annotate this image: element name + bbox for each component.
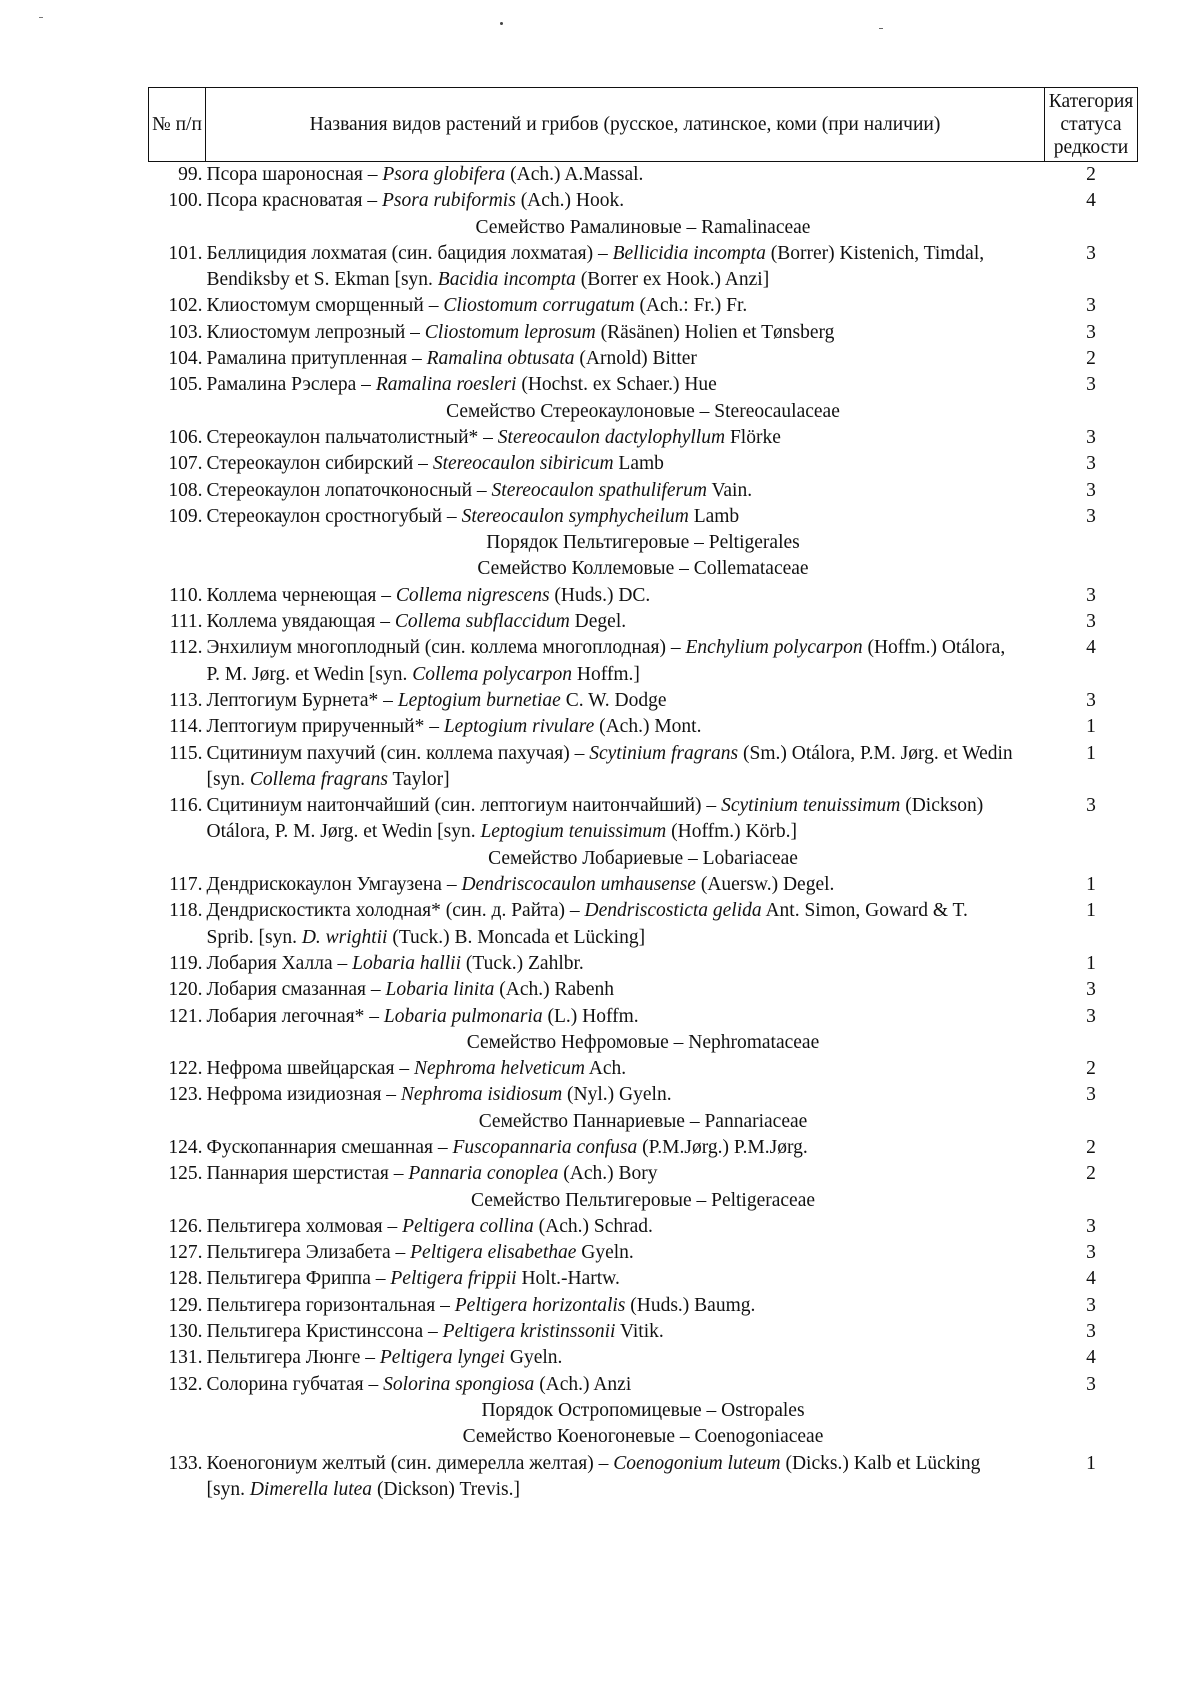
row-number: 119.	[169, 952, 203, 974]
latin-name: Peltigera elisabethae	[410, 1242, 577, 1264]
rarity-category: 3	[1086, 453, 1096, 475]
name-text: Псора красноватая –	[206, 190, 382, 212]
rarity-category: 2	[1086, 1163, 1096, 1185]
latin-name: Collema polycarpon	[412, 663, 573, 685]
rarity-category: 3	[1086, 426, 1096, 448]
table-row	[149, 451, 1138, 477]
rarity-category: 4	[1086, 190, 1096, 212]
section-heading: Семейство Стереокаулоновые – Stereocaulaceae	[446, 400, 840, 422]
latin-name: Peltigera lyngei	[379, 1347, 505, 1369]
table-row	[149, 478, 1138, 504]
latin-name: Stereocaulon spathuliferum	[491, 479, 707, 501]
rarity-category: 3	[1086, 1294, 1096, 1316]
latin-name: Stereocaulon sibiricum	[432, 453, 614, 475]
table-row	[149, 1082, 1138, 1108]
latin-name: Lobaria linita	[385, 979, 495, 1001]
row-number: 109.	[168, 505, 203, 527]
table-row	[149, 320, 1138, 346]
row-number: 128.	[168, 1268, 203, 1290]
rarity-category: 3	[1086, 479, 1096, 501]
table-row	[149, 162, 1138, 189]
name-text: Солорина губчатая –	[206, 1373, 384, 1395]
species-name	[206, 635, 1045, 688]
table-row	[149, 241, 1138, 294]
name-text: (Huds.) DC.	[549, 584, 651, 606]
rarity-category: 3	[1086, 795, 1096, 817]
row-number: 106.	[168, 426, 203, 448]
row-number: 125.	[168, 1163, 203, 1185]
row-number: 103.	[168, 321, 203, 343]
latin-name: Enchylium polycarpon	[685, 637, 863, 659]
table-row	[149, 714, 1138, 740]
name-text: (Ach.) Bory	[558, 1163, 658, 1185]
section-heading: Семейство Нефромовые – Nephromataceae	[466, 1031, 820, 1053]
name-text: Фускопаннария смешанная –	[206, 1136, 453, 1158]
species-name	[206, 793, 1045, 846]
name-text: Стереокаулон сибирский –	[206, 453, 433, 475]
table-row	[149, 688, 1138, 714]
latin-name: Cliostomum leprosum	[424, 321, 596, 343]
name-text: Vain.	[706, 479, 753, 501]
name-text: (Ach.) A.Massal.	[505, 164, 644, 185]
species-name	[206, 425, 1045, 451]
row-number: 121.	[168, 1005, 203, 1027]
name-text: Ach.	[584, 1058, 627, 1080]
name-text: (Dickson) Trevis.]	[372, 1478, 520, 1500]
name-text: Коллема увядающая –	[206, 611, 395, 633]
latin-name: Dendriscosticta gelida	[584, 900, 762, 922]
table-row	[149, 1451, 1138, 1504]
name-text: Коллема чернеющая –	[206, 584, 396, 606]
species-name	[206, 898, 1045, 951]
species-name	[206, 188, 1045, 214]
table-row	[149, 1240, 1138, 1266]
row-number: 133.	[168, 1452, 203, 1474]
table-row	[149, 741, 1138, 794]
species-name	[206, 1004, 1045, 1030]
rarity-category: 3	[1086, 295, 1096, 317]
header-category: Категория статуса редкости	[1045, 88, 1138, 162]
latin-name: Bacidia incompta	[437, 269, 576, 291]
table-row	[149, 609, 1138, 635]
section-heading: Семейство Пельтигеровые – Peltigeraceae	[470, 1189, 816, 1211]
scan-speck	[39, 17, 43, 18]
name-text: Ant. Simon, Goward & T. Sprib. [syn.	[206, 900, 968, 948]
name-text: (L.) Hoffm.	[542, 1005, 639, 1027]
name-text: Degel.	[569, 611, 627, 633]
table-row	[149, 1004, 1138, 1030]
section-heading-row	[149, 1188, 1138, 1214]
name-text: (Huds.) Baumg.	[625, 1294, 756, 1316]
name-text: (Ach.) Mont.	[594, 716, 702, 738]
latin-name: Bellicidia incompta	[612, 242, 766, 264]
row-number: 114.	[169, 716, 203, 738]
row-number: 117.	[169, 874, 203, 896]
latin-name: Collema subflaccidum	[394, 611, 570, 633]
name-text: (Sm.) Otálora, P.M. Jørg. et Wedin [syn.	[206, 742, 1013, 790]
name-text: (Ach.) Rabenh	[494, 979, 615, 1001]
row-number: 126.	[168, 1215, 203, 1237]
latin-name: Ramalina obtusata	[426, 348, 575, 370]
latin-name: Solorina spongiosa	[383, 1373, 535, 1395]
name-text: (Ach.) Anzi	[534, 1373, 632, 1395]
name-text: Holt.-Hartw.	[516, 1268, 620, 1290]
rarity-category: 1	[1086, 900, 1096, 922]
latin-name: Ramalina roesleri	[375, 374, 517, 396]
name-text: (Nyl.) Gyeln.	[562, 1084, 672, 1106]
section-heading: Семейство Лобариевые – Lobariaceae	[488, 847, 798, 869]
table-row	[149, 793, 1138, 846]
scan-speck	[500, 22, 503, 25]
name-text: Энхилиум многоплодный (син. коллема многоплодная) –	[206, 637, 686, 659]
row-number: 132.	[168, 1373, 203, 1395]
name-text: Стереокаулон лопаточконосный –	[206, 479, 492, 501]
name-text: Клиостомум сморщенный –	[206, 295, 444, 317]
species-name	[206, 1214, 1045, 1240]
header-row	[149, 88, 1138, 162]
latin-name: Coenogonium luteum	[613, 1452, 781, 1474]
name-text: (Auersw.) Degel.	[695, 874, 835, 896]
row-number: 118.	[169, 900, 203, 922]
table-row	[149, 1293, 1138, 1319]
rarity-category: 3	[1086, 505, 1096, 527]
name-text: Паннария шерстистая –	[206, 1163, 409, 1185]
species-name	[206, 977, 1045, 1003]
row-number: 122.	[168, 1058, 203, 1080]
name-text: Беллицидия лохматая (син. бацидия лохматая) –	[206, 242, 613, 264]
table-row	[149, 188, 1138, 214]
table-row	[149, 1266, 1138, 1292]
name-text: Рамалина Рэслера –	[206, 374, 376, 396]
row-number: 99.	[178, 164, 203, 185]
rarity-category: 3	[1086, 1005, 1096, 1027]
rarity-category: 4	[1086, 637, 1096, 659]
name-text: C. W. Dodge	[560, 689, 667, 711]
rarity-category: 3	[1086, 1321, 1096, 1343]
section-heading-row	[149, 846, 1138, 872]
table-row	[149, 951, 1138, 977]
name-text: Пельтигера горизонтальная –	[206, 1294, 455, 1316]
name-text: Дендрискокаулон Умгаузена –	[206, 874, 462, 896]
name-text: Vitik.	[615, 1321, 664, 1343]
name-text: Gyeln.	[504, 1347, 563, 1369]
species-name	[206, 504, 1045, 530]
rarity-category: 3	[1086, 242, 1096, 264]
row-number: 112.	[169, 637, 203, 659]
species-name	[206, 741, 1045, 794]
name-text: Коеногониум желтый (син. димерелла желтая) –	[206, 1452, 614, 1474]
name-text: Лобария легочная* –	[206, 1005, 384, 1027]
name-text: Gyeln.	[576, 1242, 634, 1264]
latin-name: D. wrightii	[301, 926, 388, 948]
row-number: 127.	[168, 1242, 203, 1264]
rarity-category: 2	[1086, 348, 1096, 370]
species-name	[206, 372, 1045, 398]
latin-name: Peltigera collina	[402, 1215, 534, 1237]
rarity-category: 3	[1086, 1084, 1096, 1106]
name-text: (Hochst. ex Schaer.) Hue	[516, 374, 717, 396]
latin-name: Collema fragrans	[249, 768, 388, 790]
table-row	[149, 1135, 1138, 1161]
row-number: 120.	[168, 979, 203, 1001]
row-number: 101.	[168, 242, 203, 264]
latin-name: Lobaria pulmonaria	[383, 1005, 543, 1027]
row-number: 104.	[168, 348, 203, 370]
table-row	[149, 372, 1138, 398]
latin-name: Stereocaulon dactylophyllum	[497, 426, 726, 448]
row-number: 100.	[168, 190, 203, 212]
latin-name: Cliostomum corrugatum	[443, 295, 635, 317]
latin-name: Dimerella lutea	[249, 1478, 373, 1500]
name-text: Пельтигера Элизабета –	[206, 1242, 411, 1264]
section-heading-row	[149, 1424, 1138, 1450]
rarity-category: 2	[1086, 164, 1096, 185]
name-text: Нефрома швейцарская –	[206, 1058, 414, 1080]
table-row	[149, 504, 1138, 530]
section-heading: Семейство Коллемовые – Collemataceae	[477, 558, 809, 580]
name-text: (Dicks.) Kalb et Lücking [syn.	[206, 1452, 981, 1500]
table-row	[149, 583, 1138, 609]
table-body	[149, 162, 1138, 1504]
name-text: Нефрома изидиозная –	[206, 1084, 401, 1106]
name-text: Пельтигера холмовая –	[206, 1215, 403, 1237]
table-row	[149, 1319, 1138, 1345]
section-heading-row	[149, 556, 1138, 582]
rarity-category: 3	[1086, 584, 1096, 606]
table-row	[149, 635, 1138, 688]
species-name	[206, 478, 1045, 504]
species-name	[206, 583, 1045, 609]
name-text: (Hoffm.) Otálora, P. M. Jørg. et Wedin [syn.	[206, 637, 1006, 685]
name-text: Пельтигера Кристинссона –	[206, 1321, 443, 1343]
header-number: № п/п	[149, 88, 206, 162]
latin-name: Leptogium tenuissimum	[480, 821, 667, 843]
rarity-category: 3	[1086, 1242, 1096, 1264]
row-number: 107.	[168, 453, 203, 475]
row-number: 111.	[169, 611, 203, 633]
section-heading-row	[149, 1109, 1138, 1135]
latin-name: Peltigera frippii	[390, 1268, 517, 1290]
name-text: Псора шароносная –	[206, 164, 383, 185]
section-heading: Семейство Паннариевые – Pannariaceae	[478, 1110, 808, 1132]
latin-name: Scytinium tenuissimum	[721, 795, 901, 817]
species-name	[206, 1372, 1045, 1398]
table-row	[149, 1372, 1138, 1398]
species-name	[206, 1345, 1045, 1371]
table-row	[149, 1214, 1138, 1240]
name-text: (Ach.) Schrad.	[533, 1215, 653, 1237]
section-heading: Порядок Пельтигеровые – Peltigerales	[486, 532, 800, 554]
name-text: Hoffm.]	[572, 663, 640, 685]
name-text: Lamb	[688, 505, 740, 527]
name-text: (Räsänen) Holien et Tønsberg	[595, 321, 835, 343]
species-name	[206, 872, 1045, 898]
species-name	[206, 609, 1045, 635]
rarity-category: 3	[1086, 611, 1096, 633]
species-name	[206, 1293, 1045, 1319]
row-number: 110.	[169, 584, 203, 606]
section-heading-row	[149, 1398, 1138, 1424]
row-number: 130.	[168, 1321, 203, 1343]
table-row	[149, 293, 1138, 319]
name-text: (Ach.: Fr.) Fr.	[634, 295, 748, 317]
header-species-name: Названия видов растений и грибов (русское, латинское, коми (при наличии)	[206, 88, 1045, 162]
species-name	[206, 714, 1045, 740]
latin-name: Scytinium fragrans	[589, 742, 739, 764]
rarity-category: 3	[1086, 1215, 1096, 1237]
species-name	[206, 1451, 1045, 1504]
species-table	[148, 87, 1138, 1503]
name-text: Flörke	[725, 426, 781, 448]
section-heading-row	[149, 530, 1138, 556]
rarity-category: 3	[1086, 979, 1096, 1001]
species-name	[206, 1266, 1045, 1292]
latin-name: Psora globifera	[382, 164, 506, 185]
name-text: Стереокаулон сростногубый –	[206, 505, 462, 527]
latin-name: Psora rubiformis	[381, 190, 516, 212]
name-text: (Borrer) Kistenich, Timdal, Bendiksby et S. Ekman [syn.	[206, 242, 985, 291]
row-number: 116.	[169, 795, 203, 817]
species-name	[206, 1240, 1045, 1266]
name-text: Lamb	[613, 453, 664, 475]
section-heading-row	[149, 215, 1138, 241]
species-name	[206, 451, 1045, 477]
name-text: (Dickson) Otálora, P. M. Jørg. et Wedin [syn.	[206, 795, 984, 843]
section-heading: Семейство Рамалиновые – Ramalinaceae	[475, 216, 811, 238]
name-text: Taylor]	[387, 768, 450, 790]
row-number: 113.	[169, 689, 203, 711]
species-name	[206, 1161, 1045, 1187]
species-name	[206, 1082, 1045, 1108]
rarity-category: 3	[1086, 689, 1096, 711]
name-text: (Borrer ex Hook.) Anzi]	[575, 269, 770, 291]
name-text: Лобария Халла –	[206, 952, 353, 974]
row-number: 108.	[168, 479, 203, 501]
table-header	[149, 88, 1138, 162]
latin-name: Peltigera kristinssonii	[442, 1321, 616, 1343]
species-name	[206, 1135, 1045, 1161]
name-text: Лобария смазанная –	[206, 979, 386, 1001]
row-number: 102.	[168, 295, 203, 317]
species-name	[206, 346, 1045, 372]
rarity-category: 1	[1086, 1452, 1096, 1474]
name-text: Лептогиум Бурнета* –	[206, 689, 398, 711]
table-row	[149, 898, 1138, 951]
name-text: (Tuck.) B. Moncada et Lücking]	[387, 926, 646, 948]
latin-name: Dendriscocaulon umhausense	[461, 874, 696, 896]
name-text: Стереокаулон пальчатолистный* –	[206, 426, 498, 448]
row-number: 105.	[168, 374, 203, 396]
name-text: Рамалина притупленная –	[206, 348, 427, 370]
name-text: Дендрискостикта холодная* (син. д. Райта) –	[206, 900, 585, 922]
section-heading-row	[149, 1030, 1138, 1056]
rarity-category: 3	[1086, 1373, 1096, 1395]
latin-name: Collema nigrescens	[395, 584, 550, 606]
rarity-category: 1	[1086, 874, 1096, 896]
rarity-category: 2	[1086, 1058, 1096, 1080]
latin-name: Nephroma isidiosum	[400, 1084, 563, 1106]
latin-name: Fuscopannaria confusa	[452, 1136, 638, 1158]
table-row	[149, 1056, 1138, 1082]
latin-name: Stereocaulon symphycheilum	[461, 505, 689, 527]
row-number: 123.	[168, 1084, 203, 1106]
name-text: Сцитиниум пахучий (син. коллема пахучая) –	[206, 742, 590, 764]
name-text: Пельтигера Фриппа –	[206, 1268, 391, 1290]
row-number: 124.	[168, 1136, 203, 1158]
species-name	[206, 320, 1045, 346]
rarity-category: 4	[1086, 1268, 1096, 1290]
species-name	[206, 1319, 1045, 1345]
row-number: 129.	[168, 1294, 203, 1316]
latin-name: Leptogium rivulare	[443, 716, 595, 738]
name-text: Клиостомум лепрозный –	[206, 321, 425, 343]
row-number: 115.	[169, 742, 203, 764]
species-name	[206, 1056, 1045, 1082]
rarity-category: 1	[1086, 952, 1096, 974]
table-row	[149, 346, 1138, 372]
section-heading-row	[149, 399, 1138, 425]
table-row	[149, 872, 1138, 898]
section-heading: Порядок Остропомицевые – Ostropales	[481, 1399, 805, 1421]
species-name	[206, 951, 1045, 977]
rarity-category: 1	[1086, 716, 1096, 738]
rarity-category: 2	[1086, 1136, 1096, 1158]
species-name	[206, 688, 1045, 714]
name-text: (Ach.) Hook.	[515, 190, 625, 212]
rarity-category: 1	[1086, 742, 1096, 764]
species-name	[206, 241, 1045, 294]
name-text: (P.M.Jørg.) P.M.Jørg.	[637, 1136, 808, 1158]
scan-speck	[879, 28, 883, 29]
section-heading: Семейство Коеногоневые – Coenogoniaceae	[462, 1426, 824, 1448]
rarity-category: 3	[1086, 374, 1096, 396]
latin-name: Peltigera horizontalis	[454, 1294, 626, 1316]
latin-name: Nephroma helveticum	[413, 1058, 585, 1080]
table-row	[149, 1345, 1138, 1371]
name-text: (Hoffm.) Körb.]	[666, 821, 797, 843]
rarity-category: 3	[1086, 321, 1096, 343]
name-text: Лептогиум прирученный* –	[206, 716, 444, 738]
rarity-category: 4	[1086, 1347, 1096, 1369]
species-name	[206, 293, 1045, 319]
table-row	[149, 977, 1138, 1003]
latin-name: Leptogium burnetiae	[397, 689, 561, 711]
name-text: (Tuck.) Zahlbr.	[461, 952, 584, 974]
name-text: Сцитиниум наитончайший (син. лептогиум наитончайший) –	[206, 795, 722, 817]
latin-name: Pannaria conoplea	[408, 1163, 559, 1185]
table-row	[149, 1161, 1138, 1187]
species-name	[206, 162, 1045, 189]
table-row	[149, 425, 1138, 451]
latin-name: Lobaria hallii	[352, 952, 462, 974]
name-text: Пельтигера Люнге –	[206, 1347, 380, 1369]
name-text: (Arnold) Bitter	[574, 348, 697, 370]
row-number: 131.	[168, 1347, 203, 1369]
